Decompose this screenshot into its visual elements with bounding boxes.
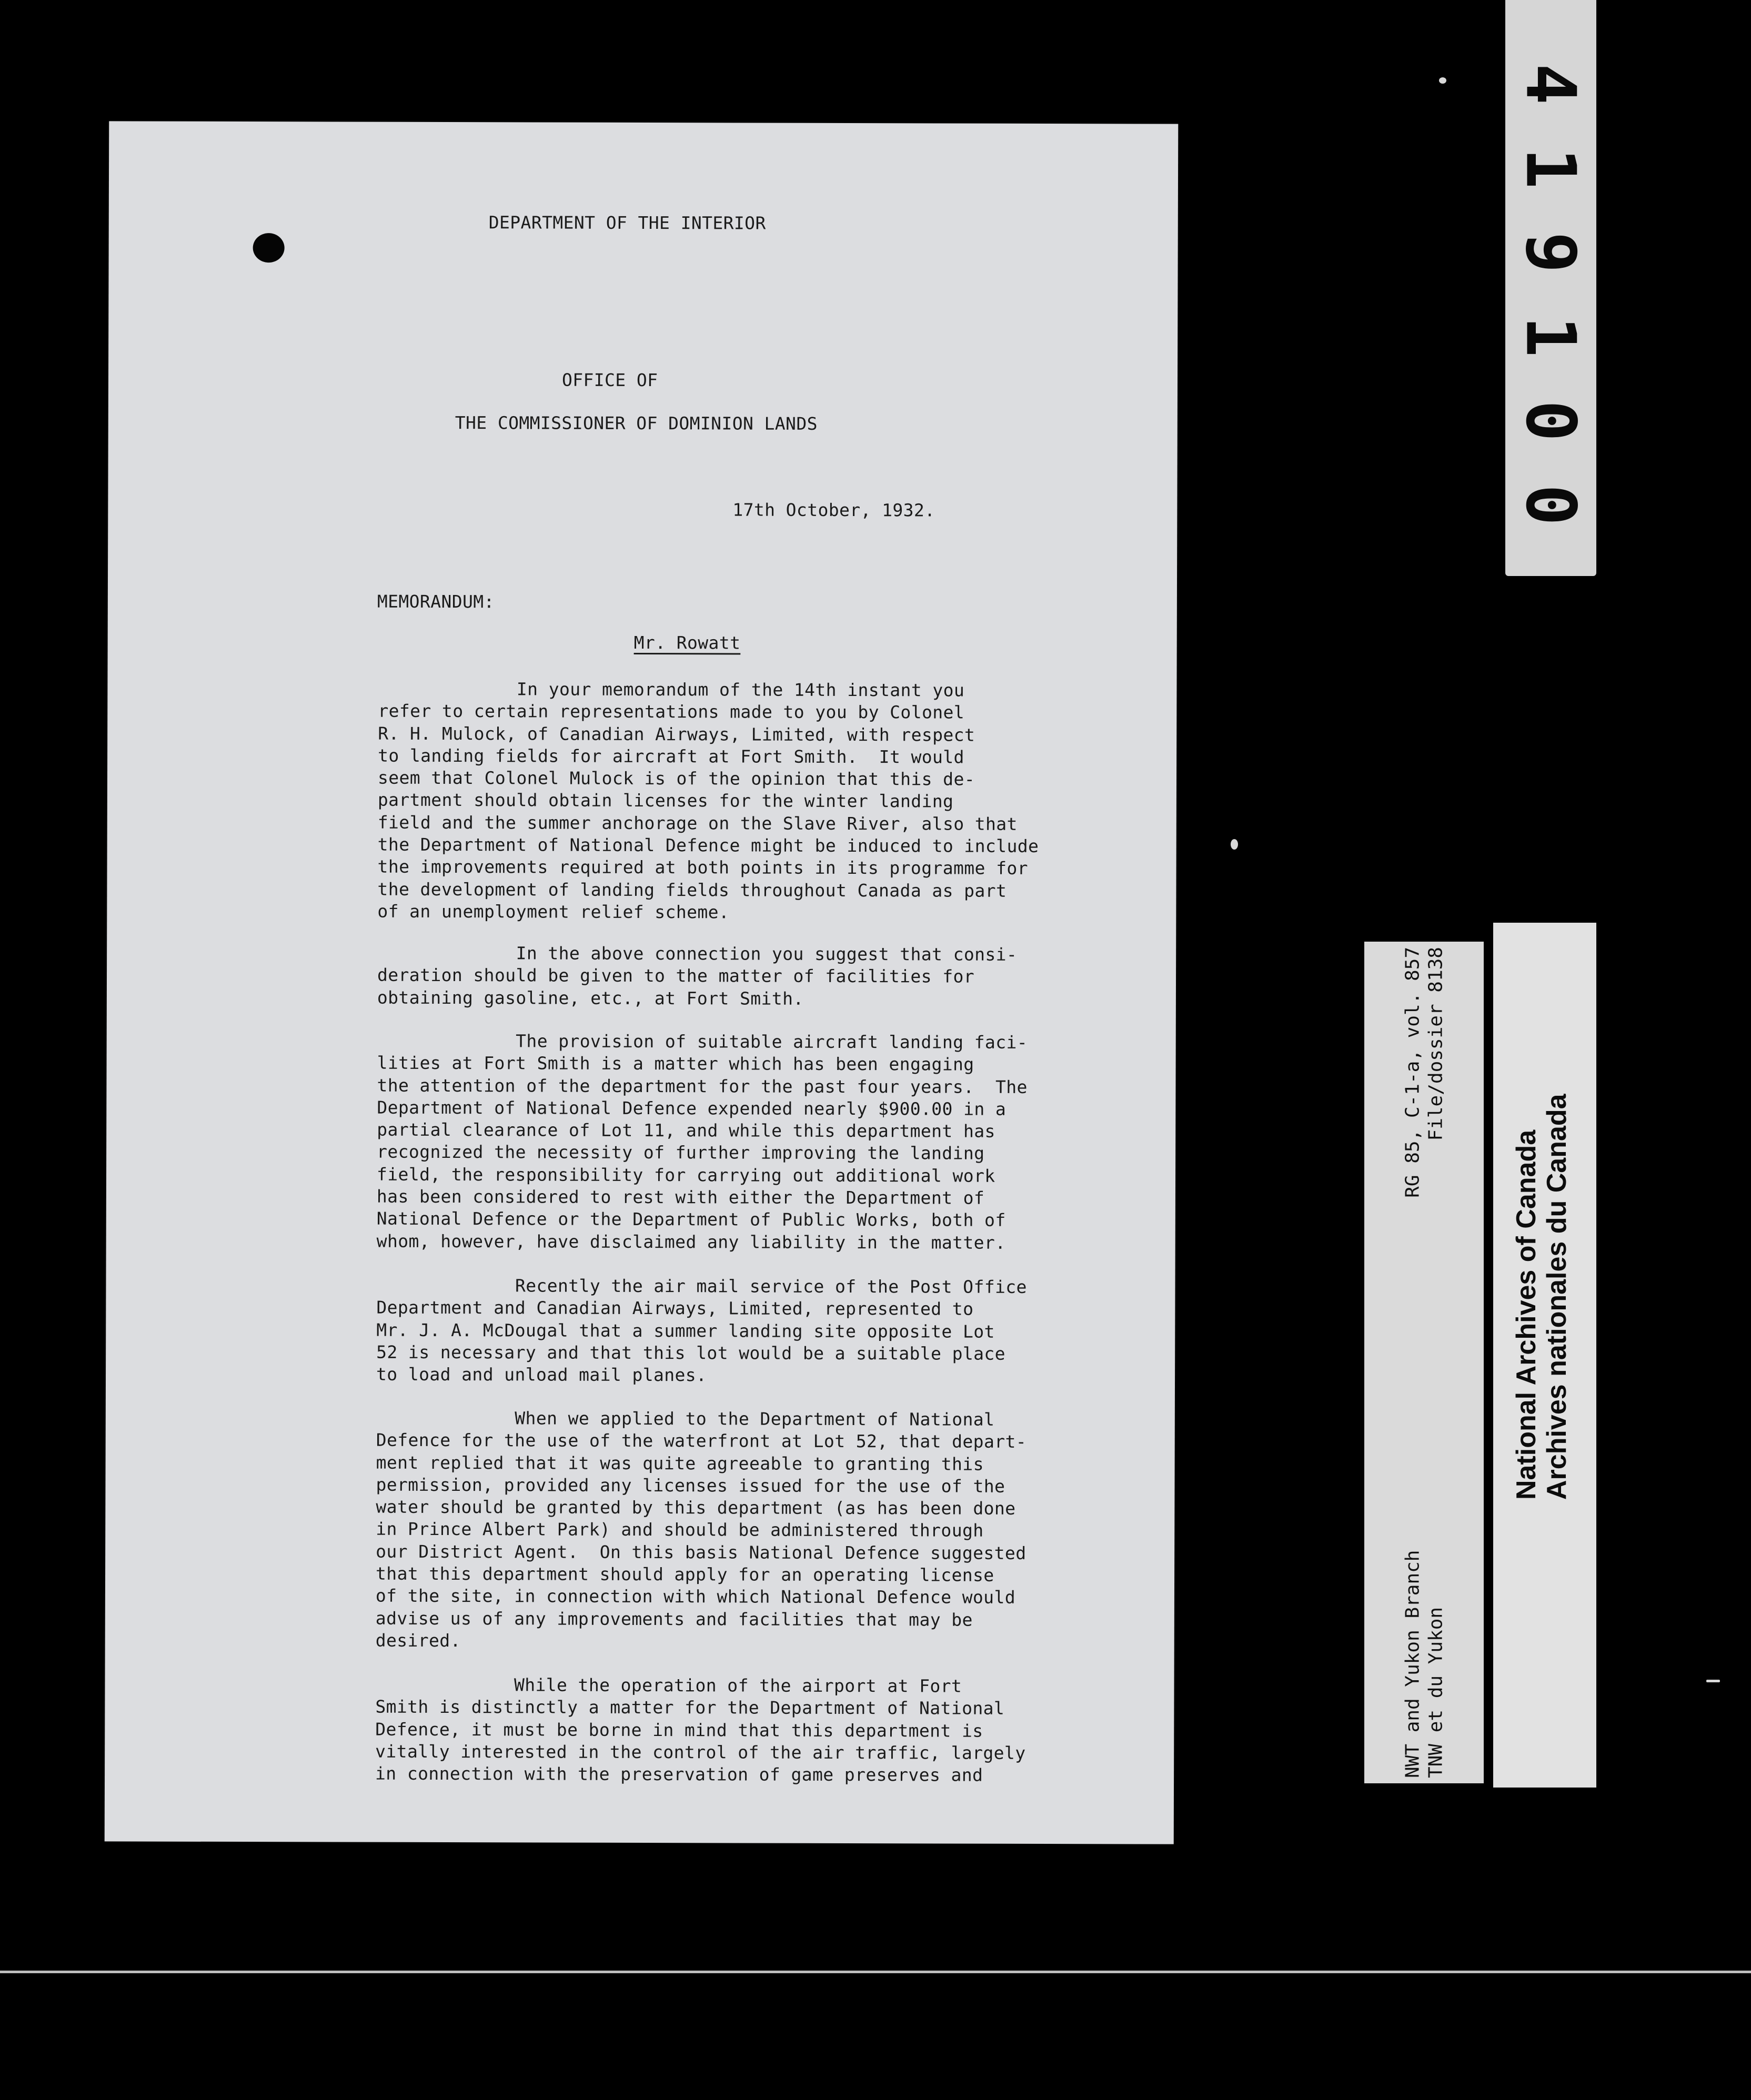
archives-label-text: [1493, 934, 1596, 1776]
archives-label: [1493, 923, 1596, 1788]
archives-name-en: National Archives of Canada: [1511, 1129, 1542, 1500]
frame-digit: 1: [1511, 147, 1591, 189]
dust-speck: [1231, 839, 1238, 850]
frame-digit: 4: [1511, 63, 1591, 105]
branch-name-fr: TNW et du Yukon: [1425, 1607, 1446, 1778]
paragraph-4: Recently the air mail service of the Post Office Department and Canadian Airways, Limited, represented to Mr. J. A. McDougal that a summer landing site opposite Lot 52 is necessary and that this lot would be a suitable place to load and unload mail planes.: [376, 1275, 1027, 1386]
film-edge-line: [0, 1971, 1751, 1973]
punch-hole: [253, 233, 285, 262]
memorandum-label: MEMORANDUM:: [377, 591, 495, 612]
archival-reference-text: [1364, 947, 1484, 1778]
archival-reference-label: [1364, 942, 1484, 1783]
frame-number: [1511, 42, 1591, 537]
archives-name-fr: Archives nationales du Canada: [1542, 1094, 1572, 1500]
addressee: Mr. Rowatt: [633, 632, 741, 653]
frame-digit: 9: [1511, 231, 1591, 274]
dust-speck: [1706, 1680, 1720, 1682]
department-heading: DEPARTMENT OF THE INTERIOR: [488, 212, 766, 234]
paragraph-5: When we applied to the Department of National Defence for the use of the waterfront at Lot 52, that depart- ment replied that it was quite agreeable to granting this permission, provided any licenses issued for the use of the water should be granted by this department (as has been done in Prince Albert Park) and should be administered through our District Agent. On this basis National Defence suggested that this department should apply for an operating license of the site, in connection with which National Defence would advise us of any improvements and facilities that may be desired.: [375, 1407, 1027, 1651]
file-number: File/dossier 8138: [1425, 947, 1446, 1141]
record-group: RG 85, C-1-a, vol. 857: [1402, 947, 1423, 1198]
commissioner-heading: THE COMMISSIONER OF DOMINION LANDS: [455, 412, 818, 434]
branch-name: NWT and Yukon Branch: [1402, 1550, 1423, 1778]
paragraph-3: The provision of suitable aircraft landing faci- lities at Fort Smith is a matter which has been engaging the attention of the department for the past four years. The Department of National Defence expended nearly $900.00 in a partial clearance of Lot 11, and while this department has recognized the necessity of further improving the landing field, the responsibility for carrying out additional work has been considered to rest with either the Department of National Defence or the Department of Public Works, both of whom, however, have disclaimed any liability in the matter.: [376, 1030, 1028, 1253]
frame-number-strip: [1505, 0, 1596, 576]
paragraph-6: While the operation of the airport at Fort Smith is distinctly a matter for the Department of National Defence, it must be borne in mind that this department is vitally interested in the control of the air traffic, largely in connection with the preservation of game preserves and: [375, 1674, 1026, 1785]
memo-date: 17th October, 1932.: [732, 499, 935, 521]
office-heading: OFFICE OF: [561, 369, 658, 391]
frame-digit: 1: [1511, 316, 1591, 358]
paragraph-1: In your memorandum of the 14th instant you refer to certain representations made to you by Colonel R. H. Mulock, of Canadian Airways, Limited, with respect to landing fields for aircraft at Fort Smith. It would seem that Colonel Mulock is of the opinion that this de- partment should obtain licenses for the winter landing field and the summer anchorage on the Slave River, also that the Department of National Defence might be induced to include the improvements required at both points in its programme for the development of landing fields throughout Canada as part of an unemployment relief scheme.: [377, 678, 1039, 923]
frame-digit: 0: [1511, 484, 1591, 526]
document-page: [105, 121, 1179, 1844]
dust-speck: [1439, 77, 1446, 84]
paragraph-2: In the above connection you suggest that consi- deration should be given to the matter of facilities for obtaining gasoline, etc., at Fort Smith.: [377, 942, 1018, 1009]
frame-digit: 0: [1511, 400, 1591, 442]
